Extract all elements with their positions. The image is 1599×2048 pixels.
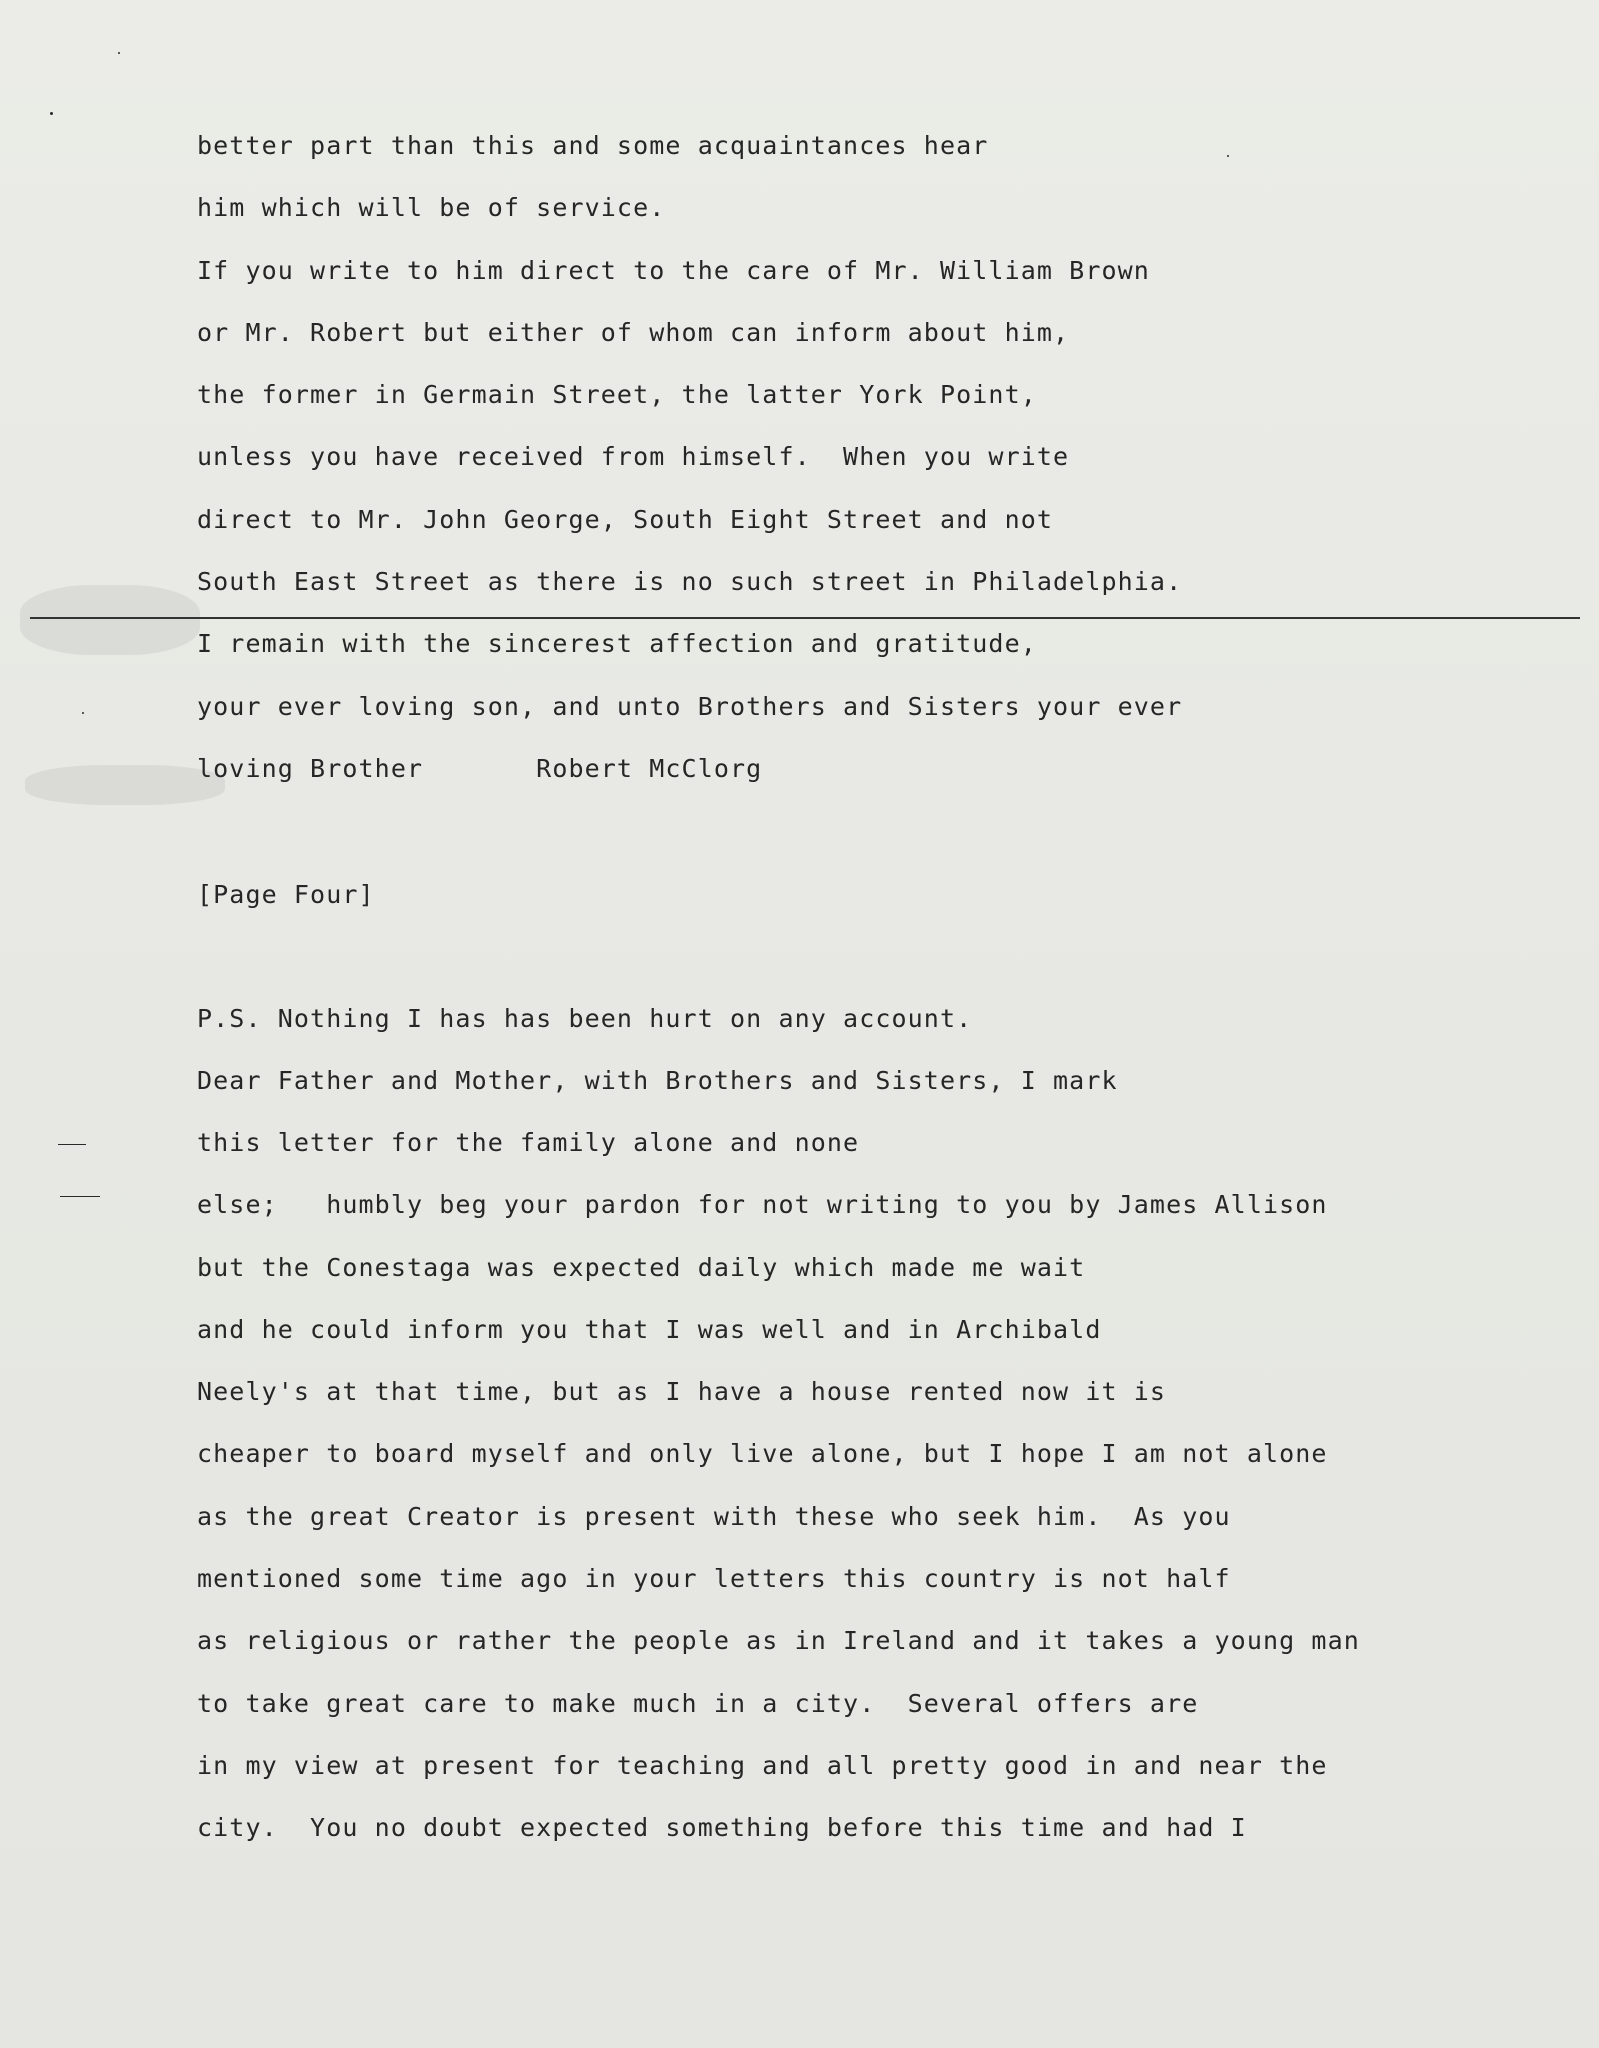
text-line: or Mr. Robert but either of whom can inform about him,	[197, 318, 1070, 347]
text-line: city. You no doubt expected something before this time and had I	[197, 1813, 1247, 1842]
scan-speck	[1227, 155, 1229, 157]
text-line: but the Conestaga was expected daily which made me wait	[197, 1253, 1086, 1282]
scan-speck	[82, 712, 84, 714]
scan-smudge	[25, 765, 225, 805]
horizontal-rule	[30, 617, 1580, 619]
text-line: Dear Father and Mother, with Brothers and Sisters, I mark	[197, 1066, 1118, 1095]
text-line: P.S. Nothing I has has been hurt on any account.	[197, 1004, 973, 1033]
text-line: mentioned some time ago in your letters this country is not half	[197, 1564, 1231, 1593]
scan-speck	[60, 1196, 100, 1197]
scan-speck	[50, 112, 53, 115]
text-line: cheaper to board myself and only live alone, but I hope I am not alone	[197, 1439, 1328, 1468]
text-line: in my view at present for teaching and all pretty good in and near the	[197, 1751, 1328, 1780]
page-marker: [Page Four]	[197, 880, 375, 909]
text-line: him which will be of service.	[197, 193, 666, 222]
text-line: If you write to him direct to the care of Mr. William Brown	[197, 256, 1150, 285]
text-line: your ever loving son, and unto Brothers and Sisters your ever	[197, 692, 1183, 721]
text-line: else; humbly beg your pardon for not writing to you by James Allison	[197, 1190, 1328, 1219]
text-line: to take great care to make much in a city. Several offers are	[197, 1689, 1199, 1718]
text-line: as the great Creator is present with these who seek him. As you	[197, 1502, 1231, 1531]
text-line: and he could inform you that I was well and in Archibald	[197, 1315, 1102, 1344]
text-line: South East Street as there is no such street in Philadelphia.	[197, 567, 1183, 596]
text-line: unless you have received from himself. When you write	[197, 442, 1070, 471]
scan-speck	[118, 52, 120, 54]
scan-smudge	[20, 585, 200, 655]
text-line: direct to Mr. John George, South Eight Street and not	[197, 505, 1054, 534]
text-line: Neely's at that time, but as I have a house rented now it is	[197, 1377, 1167, 1406]
signature-line: loving Brother Robert McClorg	[197, 754, 763, 783]
scan-speck	[58, 1144, 86, 1145]
text-line: better part than this and some acquaintances hear	[197, 131, 989, 160]
text-line: this letter for the family alone and none	[197, 1128, 860, 1157]
text-line: I remain with the sincerest affection and gratitude,	[197, 629, 1037, 658]
text-line: as religious or rather the people as in Ireland and it takes a young man	[197, 1626, 1360, 1655]
text-line: the former in Germain Street, the latter York Point,	[197, 380, 1037, 409]
